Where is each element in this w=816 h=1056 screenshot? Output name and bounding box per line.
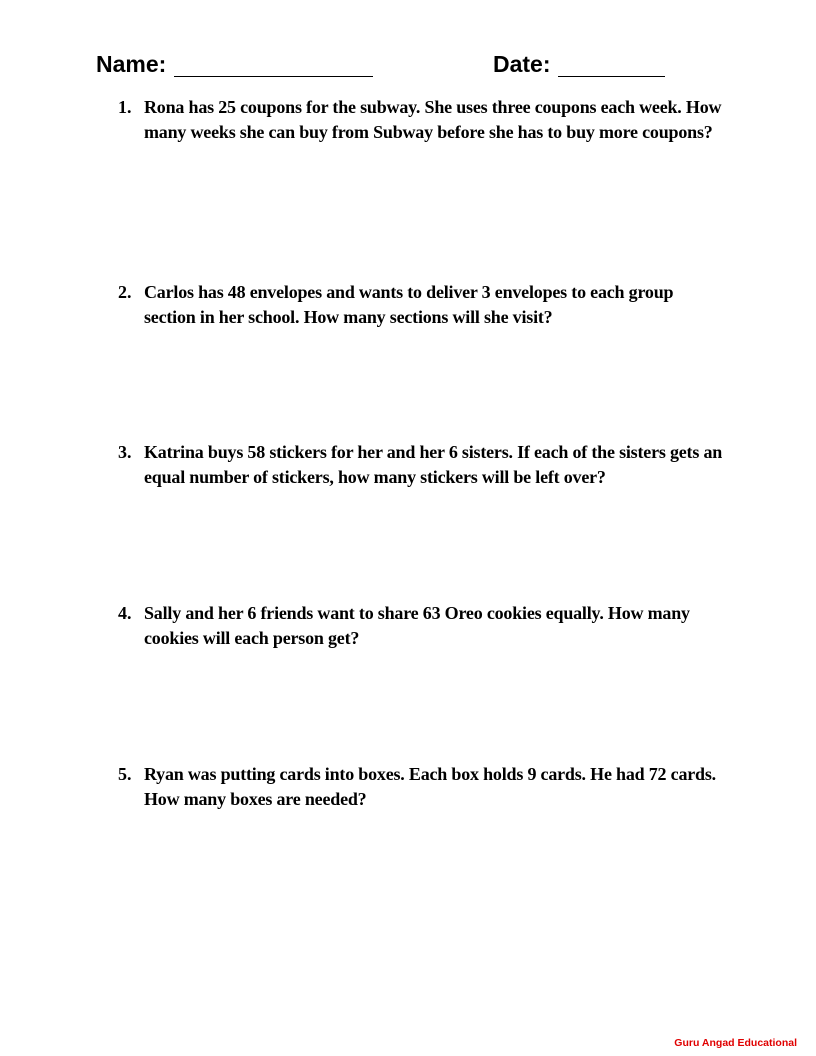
question-text: Rona has 25 coupons for the subway. She uses three coupons each week. How many weeks she can buy from Subway before she has to buy more coupons? [144, 97, 722, 142]
question-2 [118, 280, 728, 329]
question-text: Sally and her 6 friends want to share 63 Oreo cookies equally. How many cookies will each person get? [144, 603, 690, 648]
question-1 [118, 95, 728, 144]
question-5 [118, 762, 728, 811]
question-number: 5. [118, 764, 132, 784]
footer-credit: Guru Angad Educational [674, 1037, 797, 1049]
question-3 [118, 440, 728, 489]
name-blank-line[interactable] [174, 76, 373, 77]
question-number: 2. [118, 282, 132, 302]
question-4 [118, 601, 728, 650]
question-number: 1. [118, 97, 132, 117]
date-label: Date: [493, 51, 551, 77]
name-label: Name: [96, 51, 167, 77]
question-number: 4. [118, 603, 132, 623]
question-text: Katrina buys 58 stickers for her and her 6 sisters. If each of the sisters gets an equal number of stickers, how many stickers will be left over? [144, 442, 723, 487]
question-number: 3. [118, 442, 132, 462]
question-text: Ryan was putting cards into boxes. Each box holds 9 cards. He had 72 cards. How many boxes are needed? [144, 764, 716, 809]
question-text: Carlos has 48 envelopes and wants to deliver 3 envelopes to each group section in her school. How many sections will she visit? [144, 282, 674, 327]
date-blank-line[interactable] [558, 76, 665, 77]
